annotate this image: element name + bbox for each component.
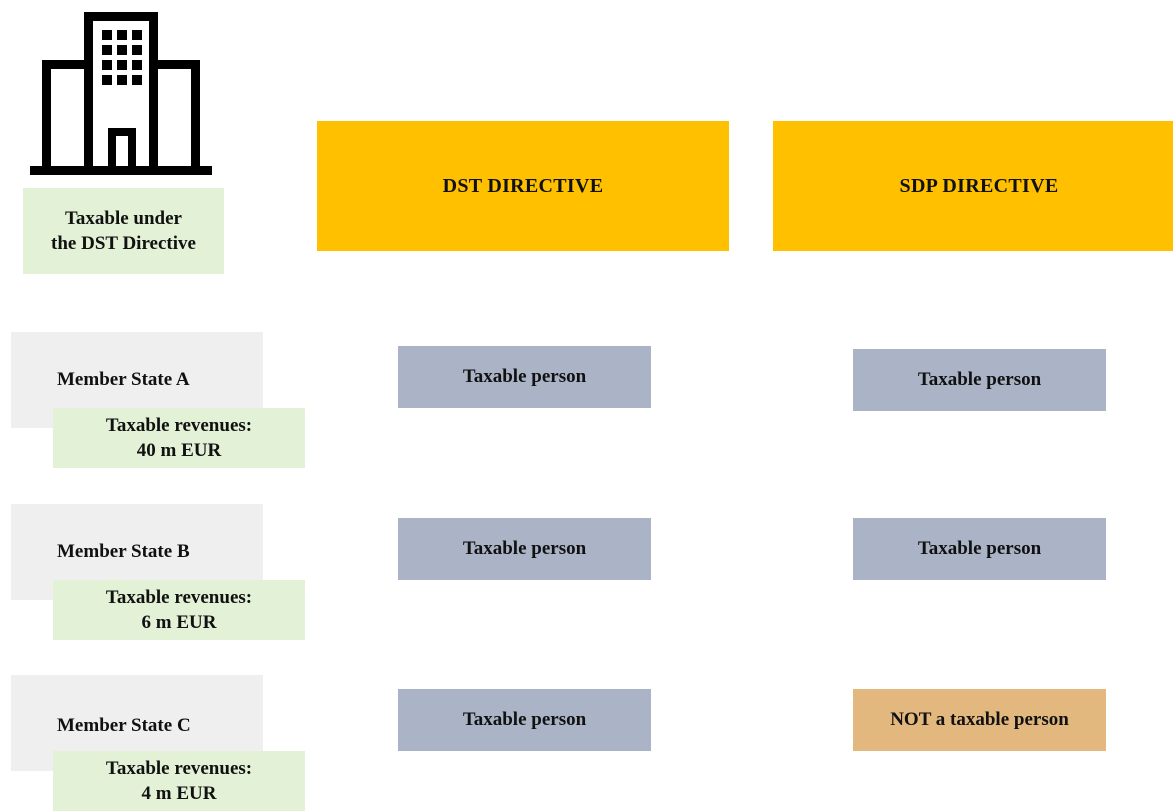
taxable-caption [23, 188, 224, 274]
caption-line-2: the DST Directive [51, 233, 196, 254]
row-c-sdp-status [853, 689, 1106, 751]
row-b-dst-status [398, 518, 651, 580]
dst-directive-label: DST DIRECTIVE [442, 174, 604, 197]
revenue-a-line-1: Taxable revenues: [105, 415, 253, 436]
revenue-c-line-1: Taxable revenues: [105, 758, 253, 779]
row-c-dst-status-label: Taxable person [462, 709, 587, 730]
row-b-sdp-status-label: Taxable person [917, 538, 1042, 559]
row-b-dst-status-label: Taxable person [462, 538, 587, 559]
member-state-b-label: Member State B [57, 541, 190, 562]
row-a-dst-status [398, 346, 651, 408]
member-state-a-revenues [53, 408, 305, 468]
revenue-c-line-2: 4 m EUR [141, 783, 217, 804]
revenue-a-line-2: 40 m EUR [136, 440, 222, 461]
caption-line-1: Taxable under [64, 208, 182, 229]
member-state-b-revenues [53, 580, 305, 640]
member-state-c-label: Member State C [57, 715, 191, 736]
member-state-a-label: Member State A [57, 369, 190, 390]
row-a-dst-status-label: Taxable person [462, 366, 587, 387]
row-c-sdp-status-label: NOT a taxable person [890, 709, 1069, 730]
sdp-directive-header [773, 121, 1173, 251]
row-c-dst-status [398, 689, 651, 751]
row-a-sdp-status [853, 349, 1106, 411]
revenue-b-line-2: 6 m EUR [141, 612, 217, 633]
sdp-directive-label: SDP DIRECTIVE [899, 174, 1059, 197]
revenue-b-line-1: Taxable revenues: [105, 587, 253, 608]
dst-directive-header [317, 121, 729, 251]
member-state-c-revenues [53, 751, 305, 811]
row-b-sdp-status [853, 518, 1106, 580]
office-building-icon [30, 12, 212, 180]
row-a-sdp-status-label: Taxable person [917, 369, 1042, 390]
